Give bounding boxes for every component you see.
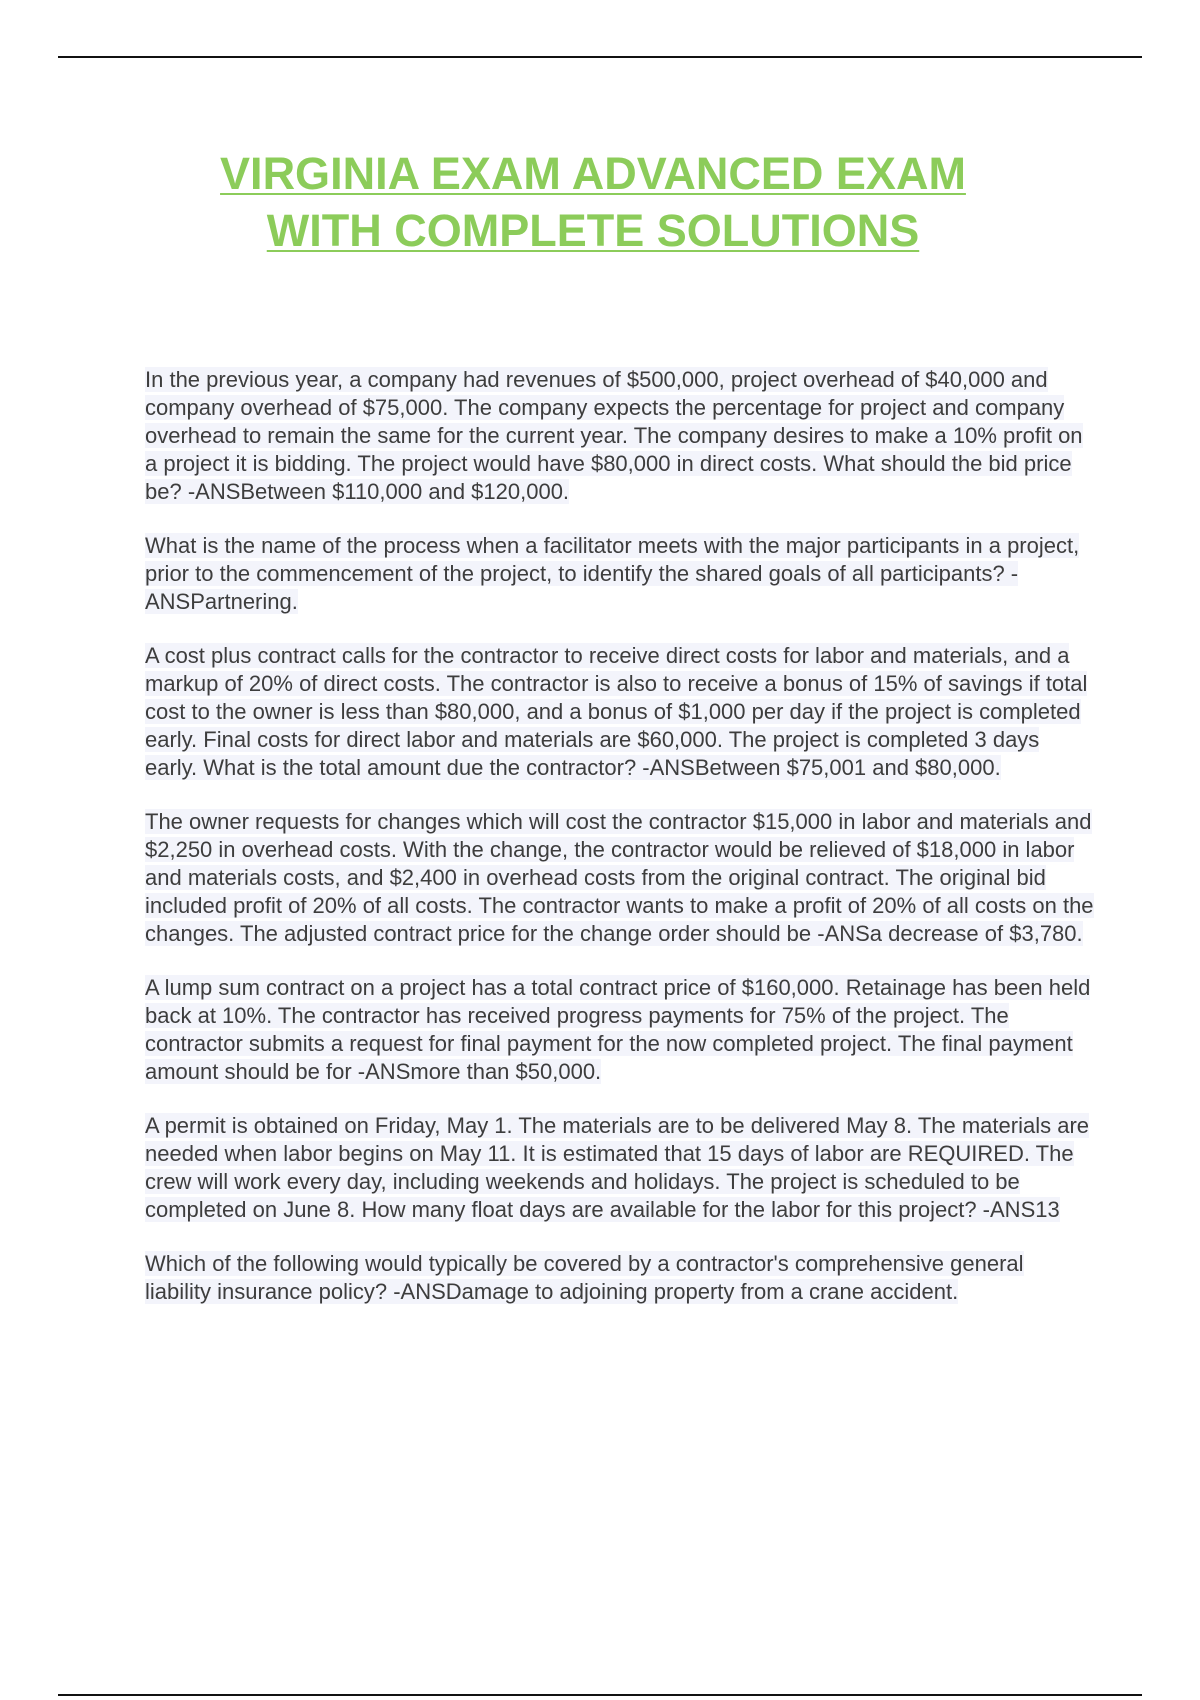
question-text: In the previous year, a company had revenues of $500,000, project overhead of $40,000 and company overhead of $75,000. The company expects the percentage for project and company overhead to remain the same for the current year. The company desires to make a 10% profit on a project it is bidding. The project would have $80,000 in direct costs. What should the bid price be? -ANSBetween $110,000 and $120,000. [145, 367, 1083, 504]
bottom-rule [58, 1694, 1142, 1696]
question-text: The owner requests for changes which will cost the contractor $15,000 in labor and materials and $2,250 in overhead costs. With the change, the contractor would be relieved of $18,000 in labor and materials costs, and $2,400 in overhead costs from the original contract. The original bid included profit of 20% of all costs. The contractor wants to make a profit of 20% of all costs on the changes. The adjusted contract price for the change order should be -ANSa decrease of $3,780. [145, 809, 1094, 946]
top-rule [58, 56, 1142, 58]
question-list [145, 366, 1095, 1332]
question-item [145, 532, 1095, 616]
question-item [145, 366, 1095, 506]
title-line-1: VIRGINIA EXAM ADVANCED EXAM [220, 148, 966, 199]
document-title [120, 145, 1066, 259]
title-line-2: WITH COMPLETE SOLUTIONS [266, 205, 920, 256]
question-item [145, 808, 1095, 948]
question-text: A lump sum contract on a project has a total contract price of $160,000. Retainage has been held back at 10%. The contractor has received progress payments for 75% of the project. The contractor submits a request for final payment for the now completed project. The final payment amount should be for -ANSmore than $50,000. [145, 975, 1091, 1084]
question-text: A permit is obtained on Friday, May 1. The materials are to be delivered May 8. The materials are needed when labor begins on May 11. It is estimated that 15 days of labor are REQUIRED. The crew will work every day, including weekends and holidays. The project is scheduled to be completed on June 8. How many float days are available for the labor for this project? -ANS13 [145, 1113, 1090, 1222]
question-item [145, 642, 1095, 782]
question-text: What is the name of the process when a facilitator meets with the major participants in a project, prior to the commencement of the project, to identify the shared goals of all participants? -ANSPartnering. [145, 533, 1080, 614]
question-item [145, 974, 1095, 1086]
question-item [145, 1250, 1095, 1306]
question-text: A cost plus contract calls for the contractor to receive direct costs for labor and materials, and a markup of 20% of direct costs. The contractor is also to receive a bonus of 15% of savings if total cost to the owner is less than $80,000, and a bonus of $1,000 per day if the project is completed early. Final costs for direct labor and materials are $60,000. The project is completed 3 days early. What is the total amount due the contractor? -ANSBetween $75,001 and $80,000. [145, 643, 1088, 780]
question-item [145, 1112, 1095, 1224]
question-text: Which of the following would typically be covered by a contractor's comprehensive general liability insurance policy? -ANSDamage to adjoining property from a crane accident. [145, 1251, 1024, 1304]
